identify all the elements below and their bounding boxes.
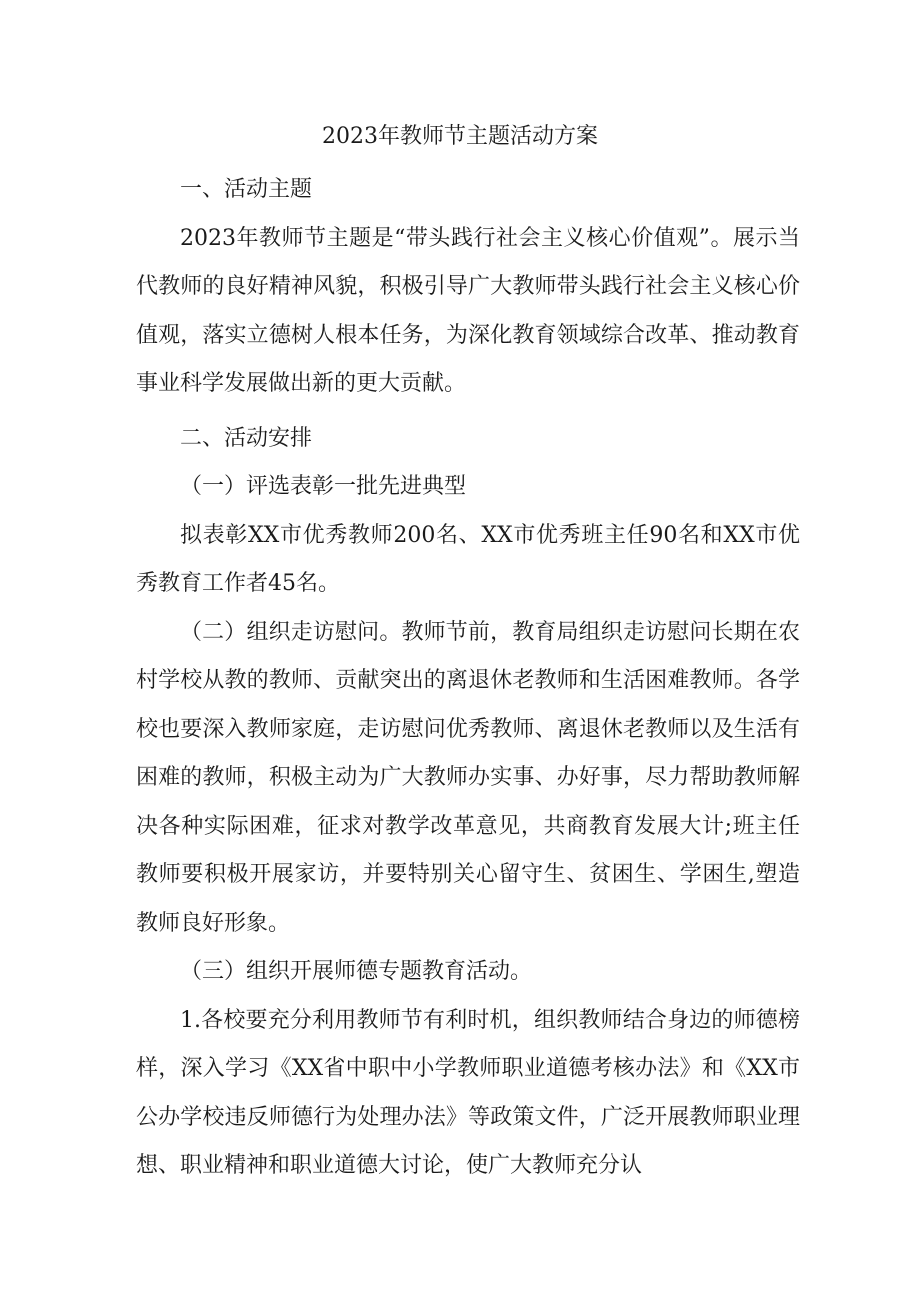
section-heading-theme: 一、活动主题	[180, 177, 313, 202]
section-heading-arrangement: 二、活动安排	[180, 425, 313, 451]
paragraph-visits: （二）组织走访慰问。教师节前，教育局组织走访慰问长期在农村学校从教的教师、贡献突出的离退休老教师和生活困难教师。各学校也要深入教师家庭，走访慰问优秀教师、离退休老教师以及生活有困难的教师，积极主动为广大教师办实事、办好事，尽力帮助教师解决各种实际困难，征求对教学改革意见，共商教育发展大计;班主任教师要积极开展家访，并要特别关心留守生、贫困生、学困生,塑造教师良好形象。	[136, 619, 800, 936]
subsection-heading-ethics: （三）组织开展师德专题教育活动。	[180, 959, 533, 984]
document-title: 2023年教师节主题活动方案	[322, 124, 598, 149]
paragraph-theme-description: 2023年教师节主题是“带头践行社会主义核心价值观”。展示当代教师的良好精神风貌，积极引导广大教师带头践行社会主义核心价值观，落实立德树人根本任务，为深化教育领域综合改革、推动教育事业科学发展做出新的更大贡献。	[136, 225, 800, 396]
document-body	[136, 166, 800, 1191]
paragraph-commendation: 拟表彰XX市优秀教师200名、XX市优秀班主任90名和XX市优秀教育工作者45名。	[136, 522, 800, 596]
subsection-heading-commendation: （一）评选表彰一批先进典型	[180, 474, 467, 499]
paragraph-ethics-item-1: 1.各校要充分利用教师节有利时机，组织教师结合身边的师德榜样，深入学习《XX省中职中小学教师职业道德考核办法》和《XX市公办学校违反师德行为处理办法》等政策文件，广泛开展教师职业理想、职业精神和职业道德大讨论，使广大教师充分认	[136, 1007, 800, 1178]
